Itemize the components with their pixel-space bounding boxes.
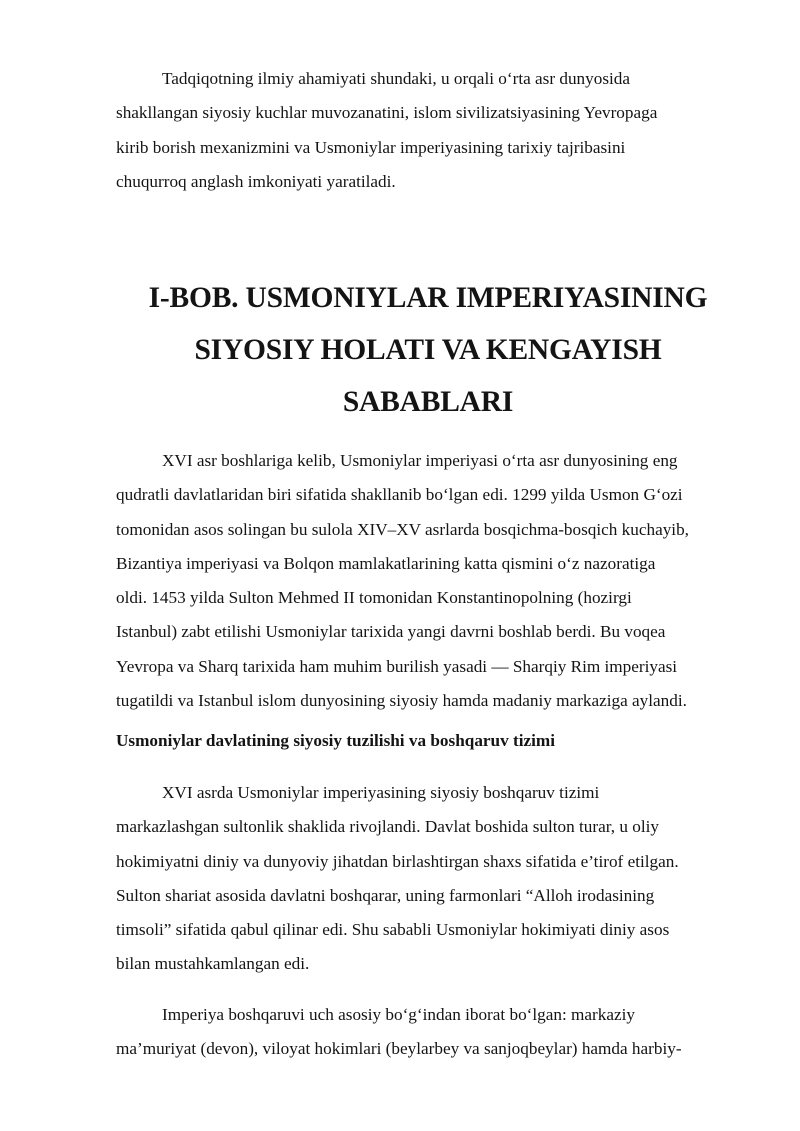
body-paragraph-2 xyxy=(116,776,746,982)
paragraph-line: Bizantiya imperiyasi va Bolqon mamlakatlarining katta qismini o‘z nazoratiga xyxy=(116,553,656,573)
paragraph-line: shakllangan siyosiy kuchlar muvozanatini, islom sivilizatsiyasining Yevropaga xyxy=(116,103,658,123)
paragraph-line: oldi. 1453 yilda Sulton Mehmed II tomonidan Konstantinopolning (hozirgi xyxy=(116,588,632,608)
chapter-title-line: I-BOB. USMONIYLAR IMPERIYASINING xyxy=(148,282,708,314)
paragraph-line: Sulton shariat asosida davlatni boshqarar, uning farmonlari “Alloh irodasining xyxy=(116,885,655,905)
paragraph-line: Imperiya boshqaruvi uch asosiy bo‘g‘indan iborat bo‘lgan: markaziy xyxy=(162,1005,636,1024)
paragraph-line: Yevropa va Sharq tarixida ham muhim burilish yasadi — Sharqiy Rim imperiyasi xyxy=(116,656,678,676)
paragraph-line: timsoli” sifatida qabul qilinar edi. Shu sababli Usmoniylar hokimiyati diniy asos xyxy=(116,920,670,940)
chapter-title-line: SIYOSIY HOLATI VA KENGAYISH xyxy=(194,334,662,366)
paragraph-line: markazlashgan sultonlik shaklida rivojlandi. Davlat boshida sulton turar, u oliy xyxy=(116,817,660,837)
paragraph-line: XVI asrda Usmoniylar imperiyasining siyosiy boshqaruv tizimi xyxy=(162,783,600,802)
body-paragraph-1 xyxy=(116,444,746,718)
intro-paragraph xyxy=(116,62,746,199)
section-heading: Usmoniylar davlatining siyosiy tuzilishi va boshqaruv tizimi xyxy=(116,731,555,750)
paragraph-line: qudratli davlatlaridan biri sifatida shakllanib bo‘lgan edi. 1299 yilda Usmon G‘ozi xyxy=(116,485,683,505)
paragraph-line: bilan mustahkamlangan edi. xyxy=(116,954,310,974)
body-paragraph-3 xyxy=(116,998,746,1067)
paragraph-line: kirib borish mexanizmini va Usmoniylar imperiyasining tarixiy tajribasini xyxy=(116,137,626,157)
paragraph-line: ma’muriyat (devon), viloyat hokimlari (beylarbey va sanjoqbeylar) hamda harbiy- xyxy=(116,1039,682,1059)
paragraph-line: hokimiyatni diniy va dunyoviy jihatdan birlashtirgan shaxs sifatida e’tirof etilgan. xyxy=(116,851,679,871)
paragraph-line: chuqurroq anglash imkoniyati yaratiladi. xyxy=(116,171,396,191)
paragraph-line: XVI asr boshlariga kelib, Usmoniylar imperiyasi o‘rta asr dunyosining eng xyxy=(162,451,678,470)
paragraph-line: tugatildi va Istanbul islom dunyosining siyosiy hamda madaniy markaziga aylandi. xyxy=(116,691,687,711)
paragraph-line: tomonidan asos solingan bu sulola XIV–XV asrlarda bosqichma-bosqich kuchayib, xyxy=(116,519,689,539)
chapter-title xyxy=(100,272,756,428)
paragraph-line: Tadqiqotning ilmiy ahamiyati shundaki, u orqali o‘rta asr dunyosida xyxy=(162,69,631,88)
paragraph-line: Istanbul) zabt etilishi Usmoniylar tarixida yangi davrni boshlab berdi. Bu voqea xyxy=(116,622,666,642)
chapter-title-line: SABABLARI xyxy=(342,386,514,418)
